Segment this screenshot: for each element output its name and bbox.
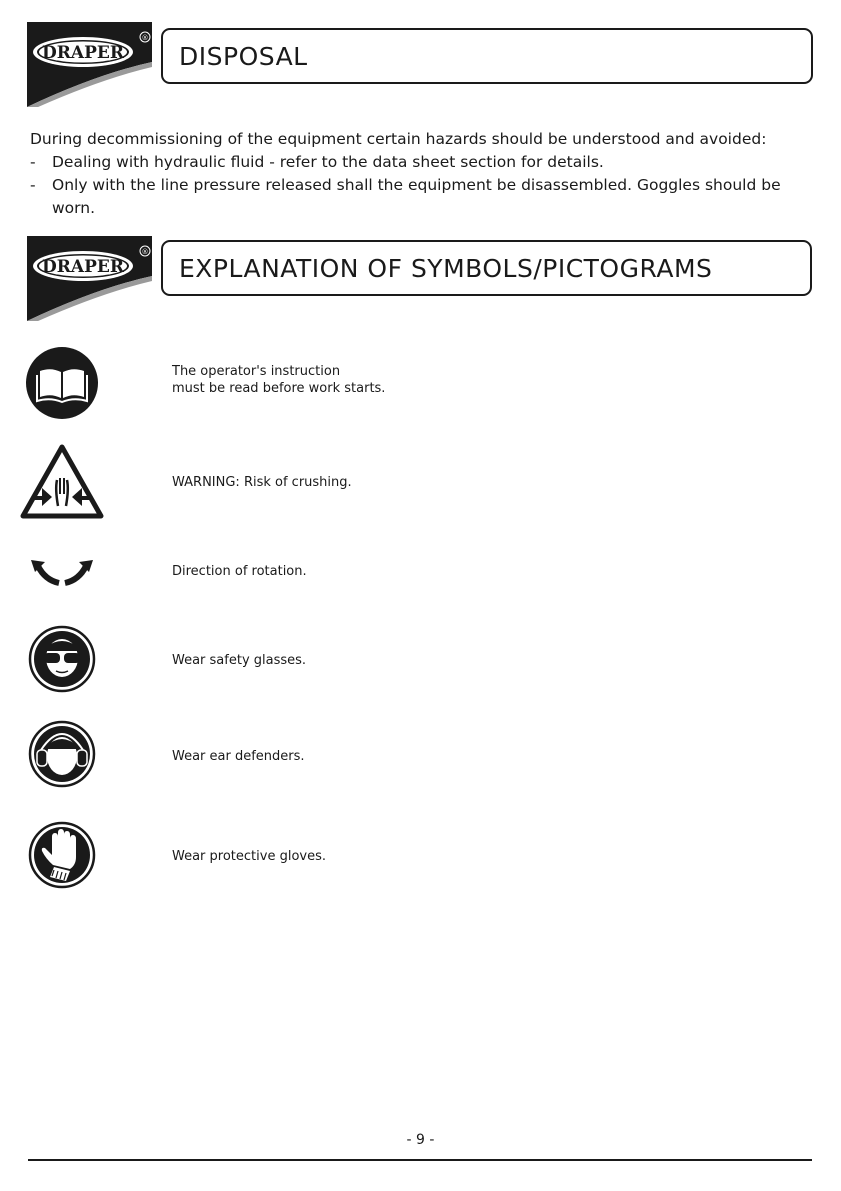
- caption-line: WARNING: Risk of crushing.: [172, 475, 352, 490]
- registered-mark: ®: [141, 248, 149, 256]
- caption-line: must be read before work starts.: [172, 381, 386, 396]
- caption-line: Wear safety glasses.: [172, 653, 307, 668]
- symbols-title-box: [161, 240, 812, 296]
- safety-glasses-icon: [20, 625, 104, 693]
- disposal-title: DISPOSAL: [179, 41, 308, 71]
- symbol-caption: [172, 563, 307, 580]
- bullet-marker: -: [30, 153, 36, 171]
- logo-text: DRAPER: [42, 43, 124, 63]
- symbols-header: [0, 236, 841, 336]
- caption-line: Direction of rotation.: [172, 564, 307, 579]
- disposal-header: [0, 22, 841, 122]
- draper-logo: [27, 236, 152, 321]
- registered-mark: ®: [141, 34, 149, 42]
- caption-line: The operator's instruction: [172, 364, 341, 379]
- symbols-title: EXPLANATION OF SYMBOLS/PICTOGRAMS: [179, 253, 713, 283]
- symbol-caption: [172, 474, 352, 491]
- bullet-marker: -: [30, 176, 36, 194]
- disposal-bullet: [30, 151, 820, 174]
- disposal-bullet: [30, 174, 820, 220]
- bullet-text: Dealing with hydraulic fluid - refer to the data sheet section for details.: [52, 153, 604, 171]
- caption-line: Wear ear defenders.: [172, 749, 305, 764]
- disposal-body: [30, 128, 820, 220]
- bullet-text: Only with the line pressure released shall the equipment be disassembled. Goggles should be worn.: [52, 176, 781, 217]
- caption-line: Wear protective gloves.: [172, 849, 326, 864]
- symbol-caption: [172, 748, 305, 765]
- page-number: - 9 -: [406, 1132, 435, 1148]
- rotation-arrows-icon: [20, 556, 104, 588]
- logo-text: DRAPER: [42, 257, 124, 277]
- gloves-icon: [20, 821, 104, 889]
- symbol-caption: [172, 363, 385, 397]
- disposal-intro: During decommissioning of the equipment certain hazards should be understood and avoided:: [30, 130, 767, 148]
- crush-warning-icon: [20, 444, 104, 520]
- disposal-title-box: [161, 28, 813, 84]
- footer-rule: [28, 1159, 812, 1161]
- symbol-caption: [172, 652, 306, 669]
- draper-logo: [27, 22, 152, 107]
- read-manual-icon: [20, 346, 104, 420]
- symbol-caption: [172, 848, 326, 865]
- ear-defenders-icon: [20, 720, 104, 788]
